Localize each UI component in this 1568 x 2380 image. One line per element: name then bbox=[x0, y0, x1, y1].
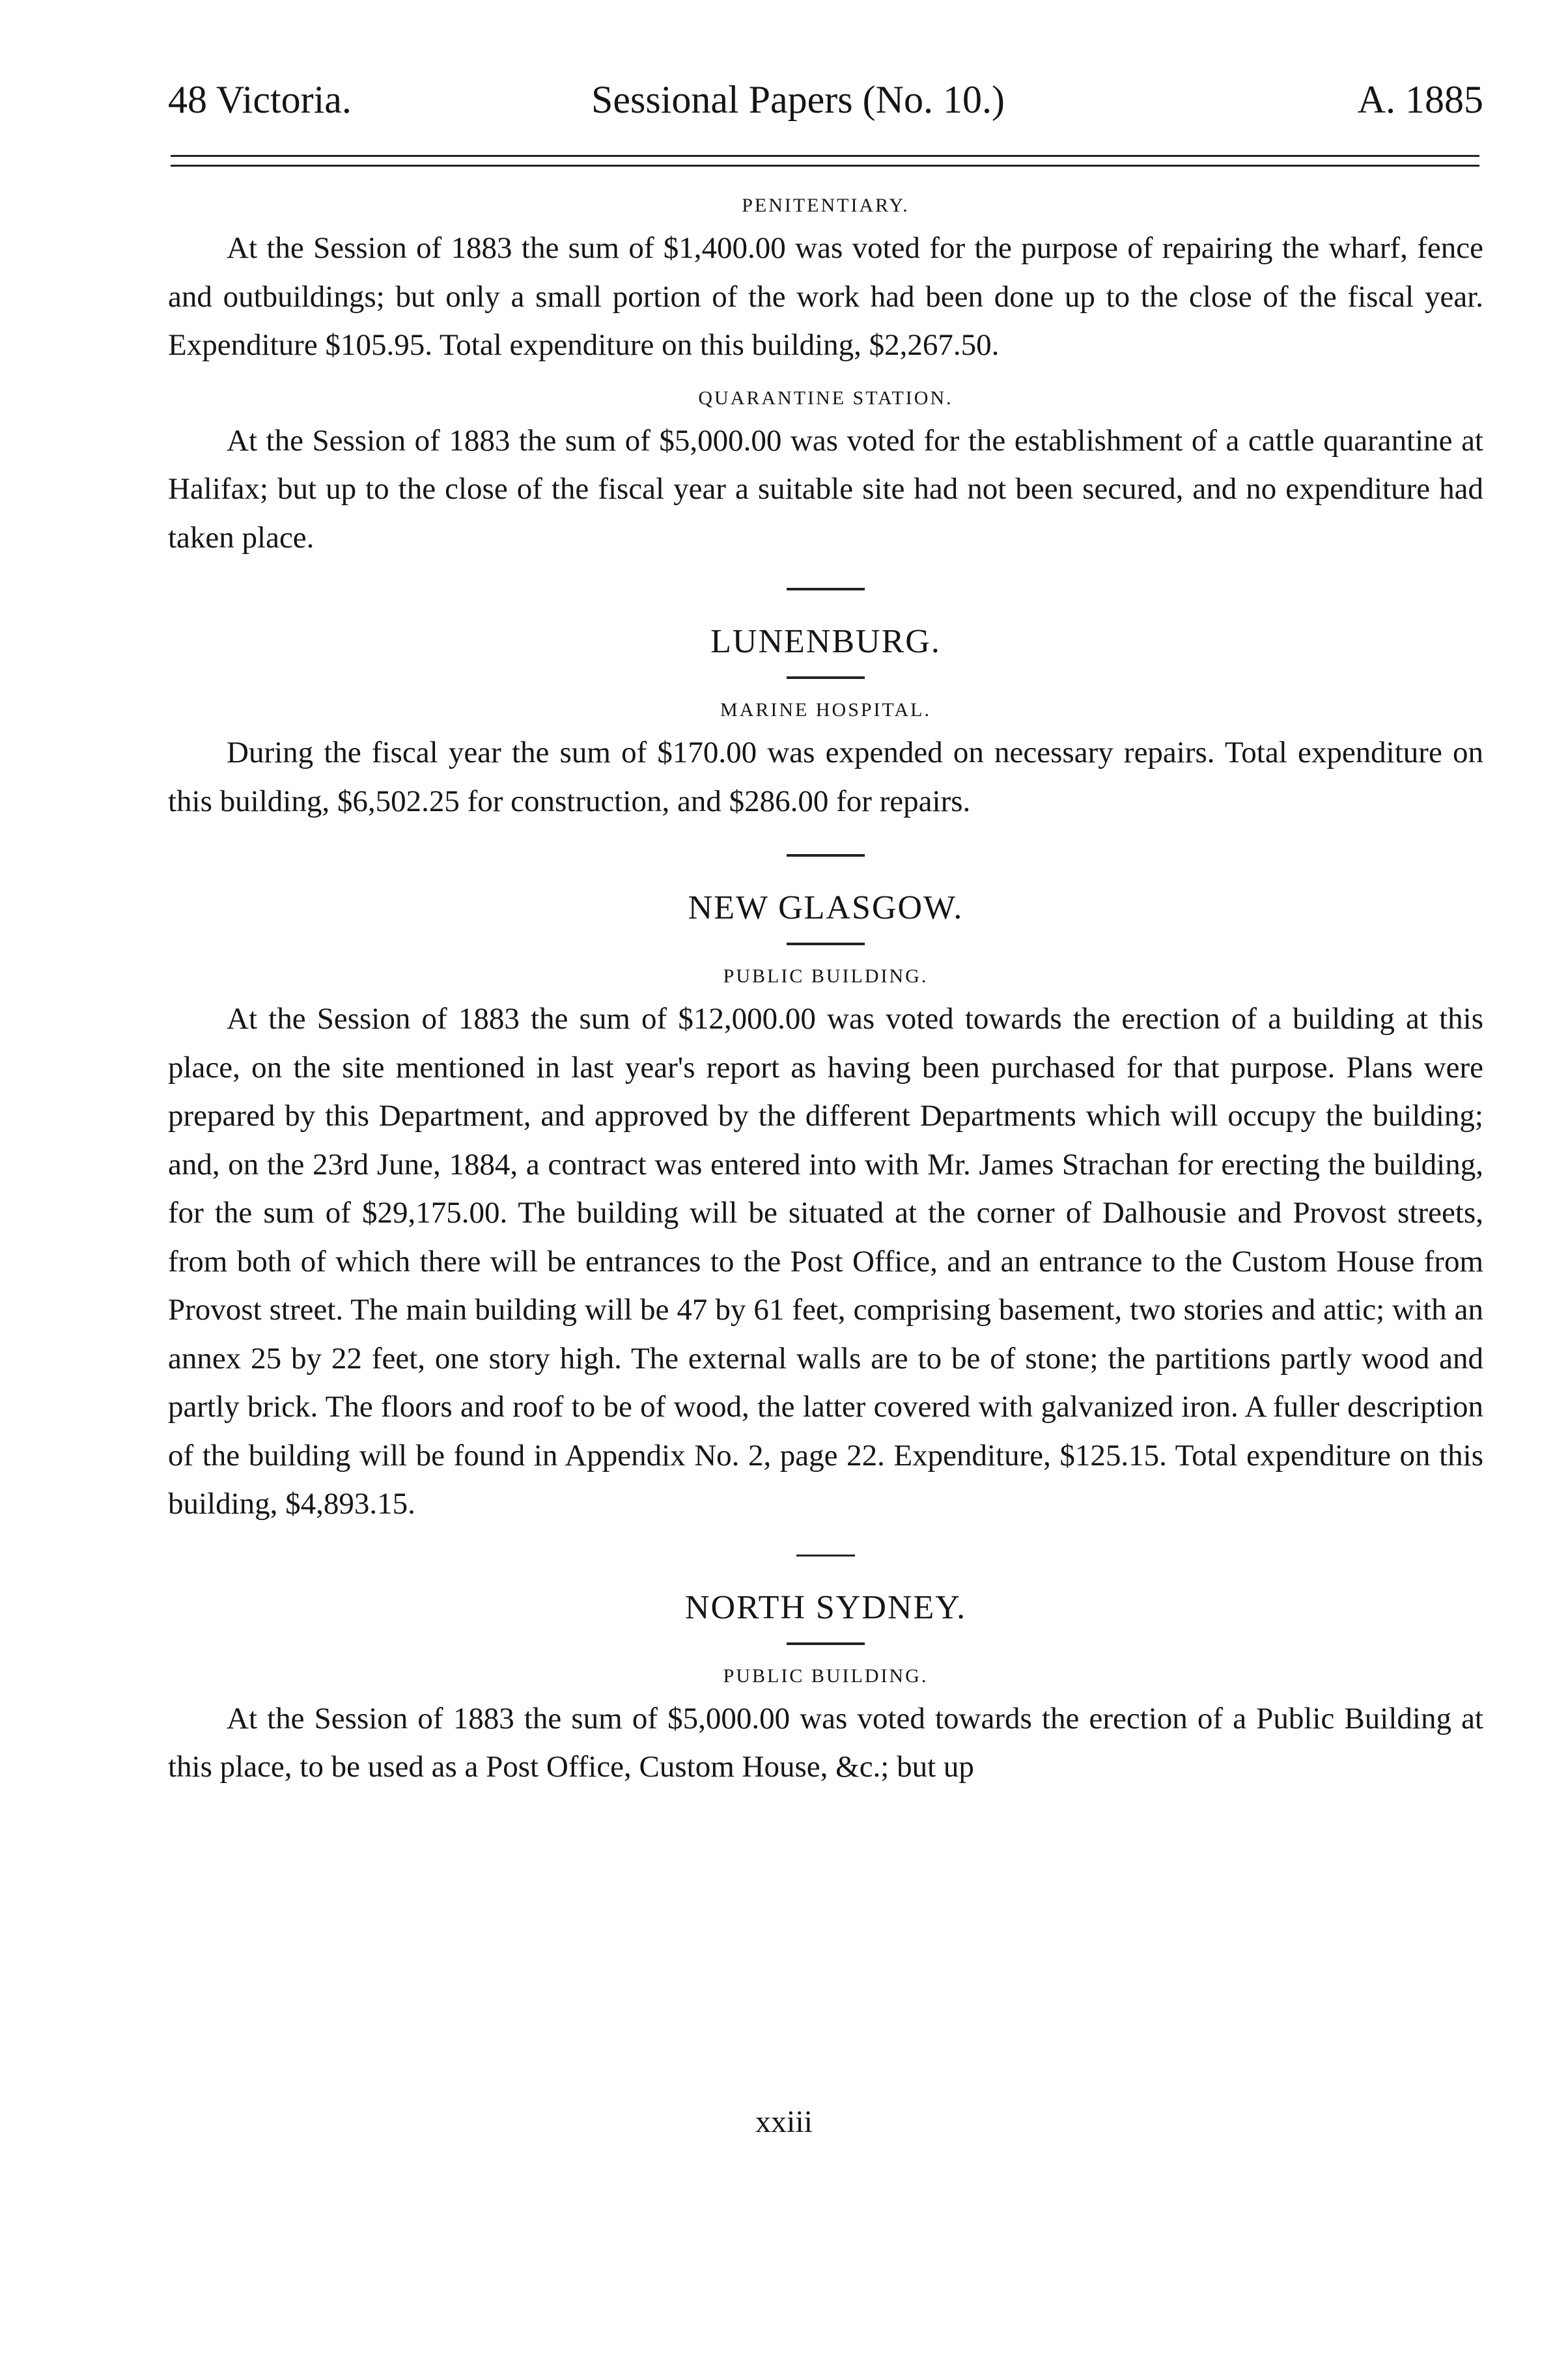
title-underline bbox=[787, 676, 865, 679]
section-new-glasgow bbox=[168, 883, 1483, 1529]
heading-public-building-north-sydney: PUBLIC BUILDING. bbox=[723, 1665, 929, 1687]
running-head-year: A. 1885 bbox=[1357, 78, 1483, 121]
running-head bbox=[168, 70, 1483, 129]
section-north-sydney bbox=[168, 1583, 1483, 1792]
running-head-volume: 48 Victoria. bbox=[168, 78, 352, 121]
paragraph-marine-hospital: During the fiscal year the sum of $170.00 was expended on necessary repairs. Total expenditure on this building, $6,502.25 for construction, and $286.00 for repairs. bbox=[168, 736, 1483, 818]
section-quarantine-station bbox=[168, 380, 1483, 562]
page-body bbox=[168, 187, 1483, 1792]
header-double-rule bbox=[171, 155, 1479, 167]
page-folio: xxiii bbox=[755, 2105, 813, 2139]
paragraph-public-building-north-sydney: At the Session of 1883 the sum of $5,000.00 was voted towards the erection of a Public Building at this place, to be used as a Post Office, Custom House, &c.; but up bbox=[168, 1701, 1483, 1784]
running-head-title: Sessional Papers (No. 10.) bbox=[591, 78, 1005, 121]
heading-marine-hospital: MARINE HOSPITAL. bbox=[720, 699, 931, 721]
title-new-glasgow: NEW GLASGOW. bbox=[688, 889, 964, 926]
title-underline bbox=[787, 943, 865, 945]
section-lunenburg bbox=[168, 616, 1483, 825]
title-north-sydney: NORTH SYDNEY. bbox=[684, 1588, 967, 1626]
heading-penitentiary: PENITENTIARY. bbox=[742, 195, 910, 216]
section-penitentiary bbox=[168, 187, 1483, 370]
title-underline bbox=[787, 1642, 865, 1645]
section-divider bbox=[787, 588, 865, 590]
section-divider bbox=[796, 1555, 855, 1557]
heading-quarantine-station: QUARANTINE STATION. bbox=[698, 387, 953, 409]
paragraph-public-building-new-glasgow: At the Session of 1883 the sum of $12,000.00 was voted towards the erection of a building at this place, on the site mentioned in last year's report as having been purchased for that purpose. Plans were prepared by this Department, and approved by the different Departments which will occupy the building; and, on the 23rd June, 1884, a contract was entered into with Mr. James Strachan for erecting the building, for the sum of $29,175.00. The building will be situated at the corner of Dalhousie and Provost streets, from both of which there will be entrances to the Post Office, and an entrance to the Custom House from Provost street. The main building will be 47 by 61 feet, comprising basement, two stories and attic; with an annex 25 by 22 feet, one story high. The external walls are to be of stone; the partitions partly wood and partly brick. The floors and roof to be of wood, the latter covered with galvanized iron. A fuller description of the building will be found in Appendix No. 2, page 22. Expenditure, $125.15. Total expenditure on this building, $4,893.15. bbox=[168, 1002, 1483, 1521]
heading-public-building-new-glasgow: PUBLIC BUILDING. bbox=[723, 965, 929, 987]
title-lunenburg: LUNENBURG. bbox=[710, 623, 941, 660]
paragraph-quarantine-station: At the Session of 1883 the sum of $5,000.00 was voted for the establishment of a cattle quarantine at Halifax; but up to the close of the fiscal year a suitable site had not been secured, and no expenditure had taken place. bbox=[168, 423, 1483, 555]
section-divider bbox=[787, 854, 865, 857]
paragraph-penitentiary: At the Session of 1883 the sum of $1,400.00 was voted for the purpose of repairing the wharf, fence and outbuildings; but only a small portion of the work had been done up to the close of the fiscal year. Expenditure $105.95. Total expenditure on this building, $2,267.50. bbox=[168, 231, 1483, 362]
